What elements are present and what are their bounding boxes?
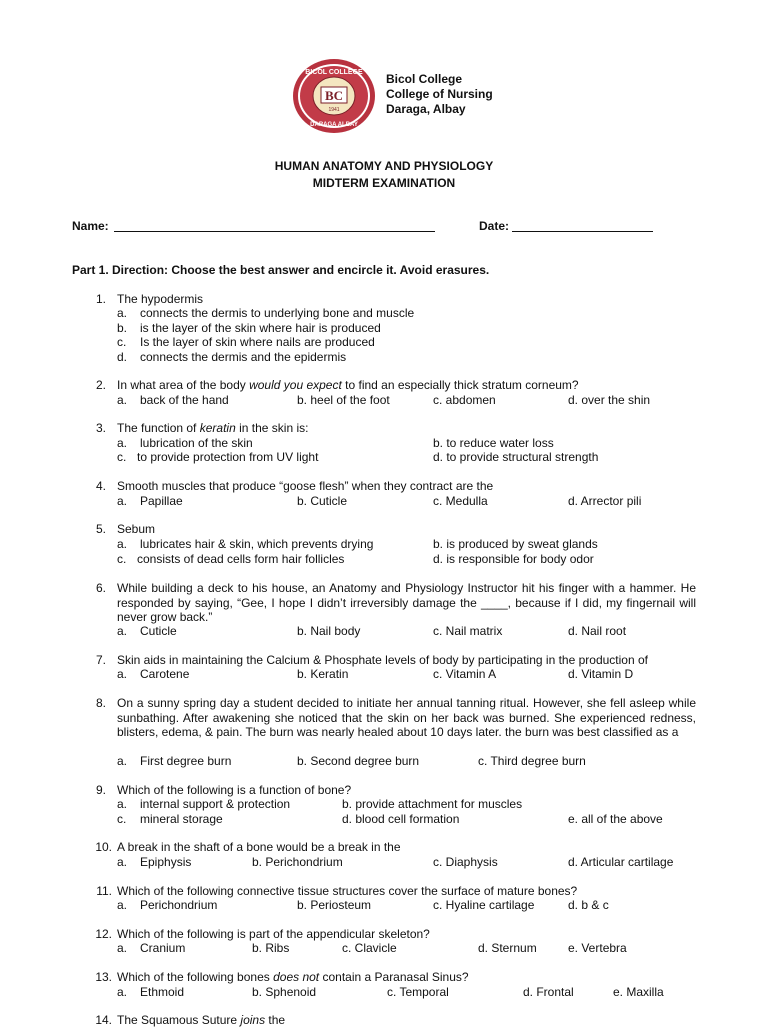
option-a[interactable]: Papillae — [140, 494, 183, 508]
question-number: 12. — [95, 927, 112, 941]
option-d[interactable]: d. Nail root — [568, 624, 627, 638]
option-b[interactable]: b. provide attachment for muscles — [342, 797, 523, 811]
option-letter: a. — [117, 537, 128, 551]
college-seal-logo — [292, 58, 376, 134]
question-number: 10. — [95, 840, 112, 854]
option-d[interactable]: d. b & c — [568, 898, 609, 912]
option-letter: a. — [117, 797, 128, 811]
option-a[interactable]: Carotene — [140, 667, 190, 681]
question-number: 4. — [95, 479, 106, 493]
option-b[interactable]: b. Periosteum — [297, 898, 372, 912]
question-number: 6. — [95, 581, 106, 595]
name-label: Name: — [72, 219, 109, 233]
question-text: The Squamous Suture joins the — [117, 1013, 286, 1027]
logo-initials: BC — [324, 88, 344, 103]
option-a[interactable]: lubrication of the skin — [140, 436, 253, 450]
date-label: Date: — [479, 219, 510, 233]
question-number: 9. — [95, 783, 106, 797]
option-b[interactable]: b. to reduce water loss — [433, 436, 554, 450]
question-number: 8. — [95, 696, 106, 710]
question-number: 5. — [95, 522, 106, 536]
question-text: Sebum — [117, 522, 156, 536]
option-letter: a. — [117, 898, 128, 912]
option-c[interactable]: c. Clavicle — [342, 941, 397, 955]
option-c[interactable]: c. Vitamin A — [433, 667, 497, 681]
option-a[interactable]: internal support & protection — [140, 797, 291, 811]
option-d[interactable]: d. Articular cartilage — [568, 855, 674, 869]
option-b[interactable]: b. is produced by sweat glands — [433, 537, 598, 551]
option-d[interactable]: d. over the shin — [568, 393, 651, 407]
question-number: 3. — [95, 421, 106, 435]
option-letter: c. — [117, 812, 127, 826]
option-d[interactable]: d. is responsible for body odor — [433, 552, 594, 566]
question-text: Which of the following is a function of bone? — [117, 783, 352, 797]
question-text: In what area of the body would you expect to find an especially thick stratum corneum? — [117, 378, 579, 392]
option-e[interactable]: e. Vertebra — [568, 941, 627, 955]
school-location: Daraga, Albay — [386, 102, 466, 116]
question-text: Which of the following bones does not contain a Paranasal Sinus? — [117, 970, 469, 984]
option-d[interactable]: d. Vitamin D — [568, 667, 634, 681]
option-letter: a. — [117, 667, 128, 681]
option-a[interactable]: Cuticle — [140, 624, 177, 638]
question-text: Which of the following is part of the appendicular skeleton? — [117, 927, 430, 941]
option-letter: a. — [117, 624, 128, 638]
logo-year: 1941 — [328, 107, 340, 113]
option-b[interactable]: b. Perichondrium — [252, 855, 343, 869]
question-number: 13. — [95, 970, 112, 984]
question-number: 2. — [95, 378, 106, 392]
college-name: College of Nursing — [386, 87, 493, 101]
question-text: The hypodermis — [117, 292, 204, 306]
option-a[interactable]: lubricates hair & skin, which prevents drying — [140, 537, 374, 551]
option-letter: d. — [117, 350, 128, 364]
question-number: 11. — [96, 884, 112, 898]
question-text: While building a deck to his house, an Anatomy and Physiology Instructor hit his finger with a hammer. He responded by saying, “Gee, I hope I didn’t irreversibly damage the ____, because if I did, my fingernail will never grow back.” — [117, 581, 696, 624]
option-letter: c. — [117, 450, 127, 464]
question-text: Skin aids in maintaining the Calcium & Phosphate levels of body by participating in the production of — [117, 653, 648, 667]
question-text: On a sunny spring day a student decided to initiate her annual tanning ritual. However, she fell asleep while sunbathing. After awakening she noticed that the skin on her back was burned. She experienced redness, blisters, edema, & pain. The burn was nearly healed about 10 days later. the burn was best classified as a — [117, 696, 696, 739]
option-a[interactable]: Cranium — [140, 941, 186, 955]
option-d[interactable]: connects the dermis and the epidermis — [140, 350, 347, 364]
option-b[interactable]: is the layer of the skin where hair is produced — [140, 321, 381, 335]
option-e[interactable]: e. Maxilla — [613, 985, 664, 999]
option-a[interactable]: First degree burn — [140, 754, 232, 768]
option-letter: a. — [117, 941, 128, 955]
option-b[interactable]: b. heel of the foot — [297, 393, 390, 407]
question-number: 14. — [95, 1013, 112, 1027]
option-letter: c. — [117, 335, 127, 349]
option-c[interactable]: c. Nail matrix — [433, 624, 503, 638]
option-d[interactable]: d. Frontal — [523, 985, 574, 999]
option-letter: b. — [117, 321, 128, 335]
option-c[interactable]: c. Hyaline cartilage — [433, 898, 535, 912]
option-letter: c. — [117, 552, 127, 566]
option-c[interactable]: mineral storage — [140, 812, 223, 826]
option-letter: a. — [117, 393, 128, 407]
option-a[interactable]: connects the dermis to underlying bone and muscle — [140, 306, 415, 320]
part1-direction: Part 1. Direction: Choose the best answer and encircle it. Avoid erasures. — [72, 263, 490, 277]
date-blank-line[interactable] — [512, 231, 653, 232]
option-c[interactable]: to provide protection from UV light — [137, 450, 319, 464]
question-number: 1. — [95, 292, 106, 306]
question-text: The function of keratin in the skin is: — [117, 421, 309, 435]
option-a[interactable]: Ethmoid — [140, 985, 185, 999]
option-b[interactable]: b. Cuticle — [297, 494, 348, 508]
option-letter: a. — [117, 855, 128, 869]
option-a[interactable]: Perichondrium — [140, 898, 218, 912]
option-letter: a. — [117, 306, 128, 320]
option-c[interactable]: c. Medulla — [433, 494, 488, 508]
option-c[interactable]: Is the layer of skin where nails are produced — [140, 335, 375, 349]
option-c[interactable]: c. Temporal — [387, 985, 449, 999]
exam-title-line1: HUMAN ANATOMY AND PHYSIOLOGY — [274, 159, 494, 173]
logo-text-top: BICOL COLLEGE — [305, 69, 363, 76]
option-b[interactable]: b. Second degree burn — [297, 754, 420, 768]
exam-title-line2: MIDTERM EXAMINATION — [312, 176, 456, 190]
option-a[interactable]: Epiphysis — [140, 855, 192, 869]
option-letter: a. — [117, 494, 128, 508]
option-d[interactable]: d. blood cell formation — [342, 812, 460, 826]
question-text: Smooth muscles that produce “goose flesh” when they contract are the — [117, 479, 494, 493]
option-b[interactable]: b. Ribs — [252, 941, 290, 955]
option-b[interactable]: b. Keratin — [297, 667, 349, 681]
option-a[interactable]: back of the hand — [140, 393, 229, 407]
option-c[interactable]: consists of dead cells form hair follicles — [137, 552, 345, 566]
name-blank-line[interactable] — [114, 231, 435, 232]
option-letter: a. — [117, 754, 128, 768]
option-e[interactable]: e. all of the above — [568, 812, 663, 826]
option-letter: a. — [117, 436, 128, 450]
option-b[interactable]: b. Nail body — [297, 624, 361, 638]
option-c[interactable]: c. Third degree burn — [478, 754, 586, 768]
option-b[interactable]: b. Sphenoid — [252, 985, 317, 999]
question-number: 7. — [95, 653, 106, 667]
option-c[interactable]: c. Diaphysis — [433, 855, 498, 869]
option-d[interactable]: d. to provide structural strength — [433, 450, 599, 464]
option-d[interactable]: d. Arrector pili — [568, 494, 642, 508]
school-name: Bicol College — [386, 72, 463, 86]
option-letter: a. — [117, 985, 128, 999]
option-d[interactable]: d. Sternum — [478, 941, 537, 955]
question-text: A break in the shaft of a bone would be a break in the — [117, 840, 401, 854]
option-c[interactable]: c. abdomen — [433, 393, 496, 407]
logo-text-bottom: DARAGA ALBAY — [310, 122, 358, 128]
question-text: Which of the following connective tissue structures cover the surface of mature bones? — [117, 884, 578, 898]
